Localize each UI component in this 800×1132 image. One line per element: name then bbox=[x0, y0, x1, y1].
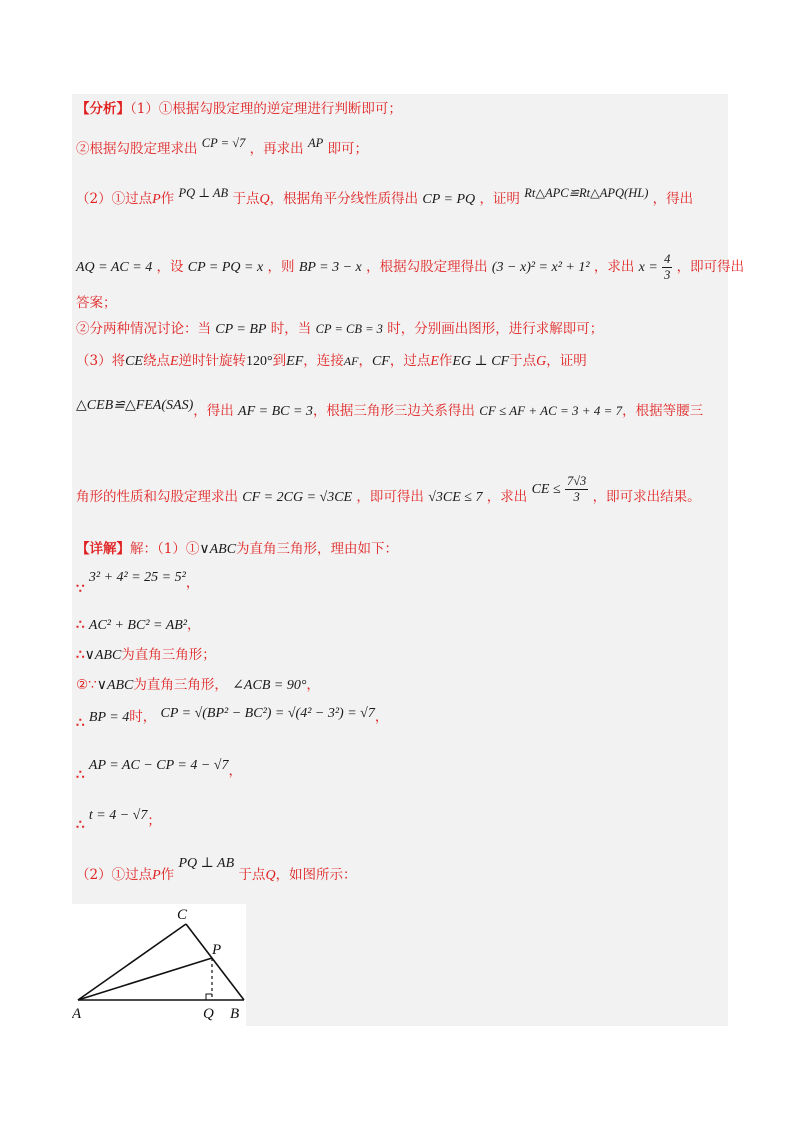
math-expression: CP = BP bbox=[215, 322, 267, 337]
math-expression: Rt△APC≌Rt△APQ(HL) bbox=[524, 186, 649, 200]
detail-text: 于点 bbox=[238, 867, 266, 883]
therefore-symbol: ∴ bbox=[76, 715, 85, 731]
therefore-symbol: ∴ bbox=[76, 767, 85, 783]
math-expression: AP = AC − CP = 4 − √7 bbox=[88, 758, 229, 773]
detail-text: ②∵ bbox=[76, 677, 97, 693]
analysis-text: ，证明 bbox=[546, 353, 587, 369]
analysis-line-9 bbox=[76, 474, 701, 513]
detail-text: 解：（1）① bbox=[130, 541, 200, 557]
point-label: Q bbox=[259, 192, 270, 207]
detail-text: 作 bbox=[160, 867, 175, 883]
detail-text: ，如图所示： bbox=[275, 867, 357, 883]
analysis-text: ，求出 bbox=[593, 259, 635, 275]
math-expression: 120° bbox=[246, 354, 273, 369]
detail-text: ， bbox=[228, 763, 242, 779]
analysis-line-4 bbox=[76, 252, 744, 283]
fraction-numerator: 7√3 bbox=[566, 474, 587, 488]
analysis-text: ，即可得出 bbox=[356, 489, 424, 505]
analysis-line-6 bbox=[76, 320, 603, 339]
side-ac bbox=[78, 924, 186, 1000]
detail-text: ， bbox=[187, 617, 201, 633]
analysis-line-1 bbox=[76, 100, 402, 118]
analysis-text: ，得出 bbox=[193, 403, 234, 419]
point-label: E bbox=[169, 354, 179, 369]
analysis-text: ，设 bbox=[156, 259, 184, 275]
analysis-text: 时，分别画出图形，进行求解即可； bbox=[387, 321, 604, 337]
right-angle-mark bbox=[206, 994, 212, 1000]
analysis-text: ②分两种情况讨论：当 bbox=[76, 321, 211, 337]
point-label: P bbox=[152, 868, 161, 883]
analysis-text: ②根据勾股定理求出 bbox=[76, 141, 198, 157]
analysis-line-5 bbox=[76, 294, 117, 312]
detail-text: ， bbox=[306, 677, 320, 693]
analysis-text: 于点 bbox=[232, 191, 260, 207]
detail-text: ， bbox=[374, 709, 389, 725]
math-expression: EF bbox=[286, 354, 304, 369]
math-expression: CP = √7 bbox=[201, 136, 246, 150]
detail-text: ； bbox=[147, 813, 161, 829]
point-label: Q bbox=[265, 868, 276, 883]
math-expression: CP = PQ bbox=[422, 192, 476, 207]
analysis-text: ， bbox=[358, 353, 372, 369]
detail-text: 为直角三角形； bbox=[121, 647, 216, 663]
analysis-text: 答案； bbox=[76, 295, 117, 311]
analysis-text: ，求出 bbox=[486, 489, 528, 505]
math-expression: CP = √(BP² − BC²) = √(4² − 3²) = √7 bbox=[160, 706, 375, 721]
math-expression: CP = CB = 3 bbox=[315, 322, 383, 336]
math-expression: AC² + BC² = AB² bbox=[88, 618, 188, 633]
analysis-text: 作 bbox=[438, 353, 453, 369]
because-symbol: ∵ bbox=[76, 581, 85, 597]
math-expression: BP = 3 − x bbox=[298, 260, 362, 275]
therefore-symbol: ∴ bbox=[76, 817, 85, 833]
analysis-text: ，连接 bbox=[303, 353, 344, 369]
math-expression: ∠ACB = 90° bbox=[232, 678, 307, 693]
math-expression: CF bbox=[371, 354, 390, 369]
math-expression: CF = 2CG = √3CE bbox=[242, 490, 353, 505]
math-expression: AP bbox=[307, 136, 324, 150]
analysis-tag: 【分析】 bbox=[76, 101, 130, 117]
fraction-denominator: 3 bbox=[573, 490, 580, 504]
analysis-text: 作 bbox=[160, 191, 175, 207]
analysis-line-2 bbox=[76, 136, 369, 158]
math-expression: t = 4 − √7 bbox=[88, 808, 148, 823]
math-expression: CP = PQ = x bbox=[187, 260, 264, 275]
math-expression: AF = BC = 3 bbox=[238, 404, 313, 419]
analysis-text: 于点 bbox=[509, 353, 537, 369]
detail-line-9 bbox=[76, 856, 357, 883]
analysis-text: 逆时针旋转 bbox=[178, 353, 247, 369]
math-expression: (3 − x)² = x² + 1² bbox=[491, 260, 590, 275]
math-expression: ∨ABC bbox=[199, 542, 237, 557]
fraction-numerator: 4 bbox=[664, 252, 671, 266]
analysis-text: ，得出 bbox=[652, 191, 694, 207]
analysis-text: （3）将 bbox=[76, 353, 126, 369]
therefore-symbol: ∴ bbox=[76, 617, 85, 633]
detail-line-4 bbox=[76, 646, 216, 665]
analysis-text: ，根据角平分线性质得出 bbox=[269, 191, 419, 207]
analysis-text: 到 bbox=[272, 353, 287, 369]
label-a: A bbox=[72, 1006, 82, 1022]
detail-line-6 bbox=[76, 706, 389, 731]
detail-line-8 bbox=[76, 806, 161, 833]
analysis-text: （2）①过点 bbox=[76, 191, 153, 207]
fraction bbox=[565, 474, 588, 505]
detail-text: 为直角三角形， bbox=[133, 677, 228, 693]
label-c: C bbox=[177, 907, 188, 923]
analysis-text: 角形的性质和勾股定理求出 bbox=[76, 489, 238, 505]
detail-tag: 【详解】 bbox=[76, 541, 130, 557]
detail-text: （2）①过点 bbox=[76, 867, 153, 883]
analysis-text: 即可； bbox=[327, 141, 369, 157]
analysis-text: 时，当 bbox=[270, 321, 312, 337]
math-expression: CF ≤ AF + AC = 3 + 4 = 7 bbox=[479, 403, 623, 418]
detail-line-2 bbox=[76, 568, 200, 597]
detail-line-3 bbox=[76, 616, 201, 635]
analysis-text: ，根据三角形三边关系得出 bbox=[312, 403, 475, 419]
math-expression: AF bbox=[343, 354, 359, 368]
math-expression: EG ⊥ CF bbox=[452, 354, 510, 369]
math-expression: 3² + 4² = 25 = 5² bbox=[88, 570, 186, 585]
math-expression: PQ ⊥ AB bbox=[178, 856, 235, 871]
analysis-text: ，再求出 bbox=[249, 141, 304, 157]
analysis-text: （1）①根据勾股定理的逆定理进行判断即可； bbox=[130, 101, 402, 117]
point-label: G bbox=[536, 354, 547, 369]
detail-text: 时， bbox=[129, 709, 157, 725]
segment-ap bbox=[78, 958, 212, 1000]
detail-line-7 bbox=[76, 756, 242, 783]
analysis-text: ，根据勾股定理得出 bbox=[366, 259, 488, 275]
analysis-text: ，根据等腰三 bbox=[622, 403, 704, 419]
analysis-text: ，则 bbox=[267, 259, 295, 275]
detail-line-5 bbox=[76, 676, 320, 695]
detail-text: 为直角三角形，理由如下： bbox=[236, 541, 399, 557]
analysis-text: 绕点 bbox=[142, 353, 170, 369]
math-expression: x = bbox=[638, 260, 658, 275]
math-expression: ∨ABC bbox=[84, 648, 122, 663]
label-b: B bbox=[230, 1006, 240, 1022]
solution-panel bbox=[72, 94, 728, 1026]
analysis-line-7 bbox=[76, 352, 587, 371]
detail-text: ， bbox=[185, 575, 200, 591]
point-label: E bbox=[430, 354, 439, 369]
point-label: P bbox=[152, 192, 161, 207]
analysis-text: ，证明 bbox=[479, 191, 520, 207]
analysis-text: ，即可求出结果。 bbox=[592, 489, 701, 505]
detail-line-1 bbox=[76, 540, 398, 559]
side-cb bbox=[186, 924, 244, 1000]
math-expression: △CEB≌△FEA(SAS) bbox=[76, 398, 194, 413]
math-expression: ∨ABC bbox=[96, 678, 134, 693]
math-expression: CE ≤ bbox=[531, 482, 561, 497]
math-expression: BP = 4 bbox=[88, 710, 130, 725]
fraction-denominator: 3 bbox=[664, 268, 671, 282]
math-expression: CE bbox=[125, 354, 143, 369]
label-p: P bbox=[212, 942, 222, 958]
analysis-text: ，过点 bbox=[389, 353, 431, 369]
analysis-line-8 bbox=[76, 398, 704, 421]
math-expression: √3CE ≤ 7 bbox=[428, 490, 483, 505]
triangle-diagram bbox=[72, 904, 246, 1026]
therefore-symbol: ∴ bbox=[76, 647, 85, 663]
math-expression: PQ ⊥ AB bbox=[178, 186, 229, 200]
geometry-figure bbox=[72, 904, 246, 1026]
analysis-line-3 bbox=[76, 186, 694, 209]
label-q: Q bbox=[203, 1006, 214, 1022]
analysis-text: ，即可得出 bbox=[676, 259, 745, 275]
fraction bbox=[662, 252, 672, 283]
math-expression: AQ = AC = 4 bbox=[76, 260, 153, 275]
